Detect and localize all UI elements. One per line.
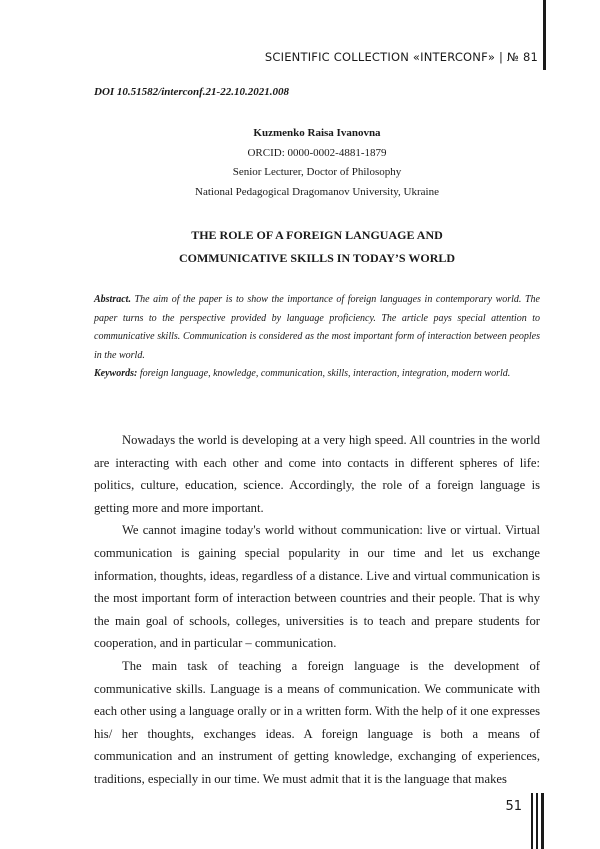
paper-title xyxy=(94,224,540,270)
footer-vertical-rule-3 xyxy=(541,793,544,849)
keywords-label: Keywords: xyxy=(94,368,138,379)
abstract xyxy=(94,291,540,365)
abstract-section xyxy=(94,291,540,384)
doi: DOI 10.51582/interconf.21-22.10.2021.008 xyxy=(94,86,289,98)
title-line-1: THE ROLE OF A FOREIGN LANGUAGE AND xyxy=(191,228,443,242)
running-header: SCIENTIFIC COLLECTION «INTERCONF» | № 81 xyxy=(264,50,538,64)
page-number: 51 xyxy=(505,799,522,814)
body-paragraph-3: The main task of teaching a foreign language is the development of communicative skills. Language is a means of communication. We communicate with each other using a language orally or in a written form. With the help of it one expresses his/ her thoughts, exchanges ideas. A foreign language is both a means of communication and an instrument of getting knowledge, exchanging of experiences, traditions, especially in our time. We must admit that it is the language that makes xyxy=(94,658,540,786)
body-paragraph-2: We cannot imagine today's world without communication: live or virtual. Virtual communication is gaining special popularity in our time and let us exchange information, thoughts, ideas, regardless of a distance. Live and virtual communication is the most important form of interaction between countries and their people. That is why the main goal of schools, colleges, universities is to teach and prepare students for cooperation, and in particular – communication. xyxy=(94,523,540,651)
keywords xyxy=(94,365,540,384)
author-block xyxy=(94,124,540,202)
author-affiliation: National Pedagogical Dragomanov University, Ukraine xyxy=(195,185,439,198)
abstract-label: Abstract. xyxy=(94,294,131,305)
footer-vertical-rule-2 xyxy=(536,793,538,849)
author-orcid: ORCID: 0000-0002-4881-1879 xyxy=(247,146,387,159)
body-text xyxy=(94,429,540,791)
author-position: Senior Lecturer, Doctor of Philosophy xyxy=(232,166,402,178)
title-line-2: COMMUNICATIVE SKILLS IN TODAY’S WORLD xyxy=(178,251,456,265)
abstract-text: The aim of the paper is to show the importance of foreign languages in contemporary world. The paper turns to the perspective provided by language proficiency. The article pays special attention to communicative skills. Communication is considered as the most important form of interaction between peoples in the world. xyxy=(94,294,540,361)
author-name: Kuzmenko Raisa Ivanovna xyxy=(253,127,381,139)
footer-vertical-rule-1 xyxy=(531,793,533,849)
header-vertical-rule xyxy=(543,0,546,70)
body-paragraph-1: Nowadays the world is developing at a very high speed. All countries in the world are interacting with each other and come into contacts in different spheres of life: politics, culture, education, science. Accordingly, the role of a foreign language is getting more and more important. xyxy=(94,433,540,515)
keywords-text: foreign language, knowledge, communication, skills, interaction, integration, modern world. xyxy=(137,368,511,379)
